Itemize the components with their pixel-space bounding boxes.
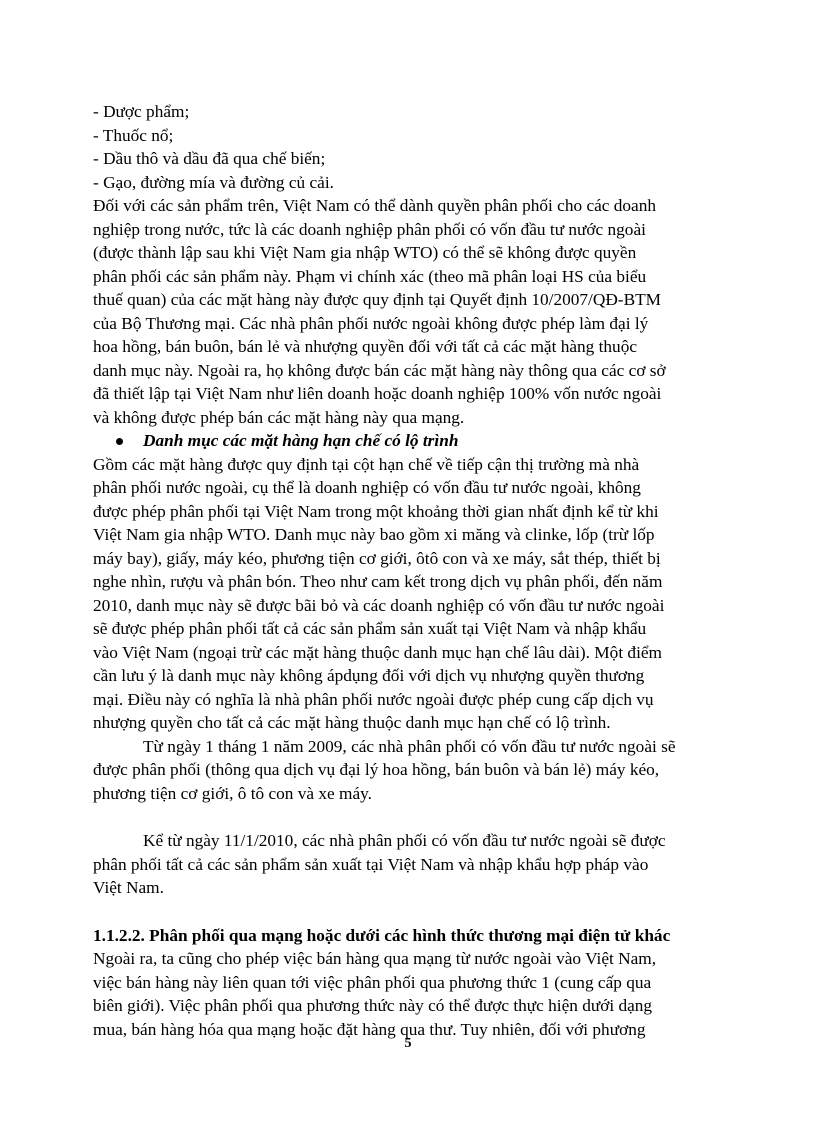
- text-line: biên giới). Việc phân phối qua phương thức này có thể được thực hiện dưới dạng: [93, 996, 653, 1015]
- text-line: của Bộ Thương mại. Các nhà phân phối nước ngoài không được phép làm đại lý: [93, 313, 649, 333]
- text-line: cần lưu ý là danh mục này không ápdụng đối với dịch vụ nhượng quyền thương: [93, 666, 645, 685]
- text-line: nghe nhìn, rượu và phân bón. Theo như cam kết trong dịch vụ phân phối, đến năm: [93, 572, 663, 591]
- text-line: Việt Nam gia nhập WTO. Danh mục này bao gồm xi măng và clinke, lốp (trừ lốp: [93, 525, 655, 544]
- paragraph-roadmap-goods: [93, 453, 733, 735]
- text-line: vào Việt Nam (ngoại trừ các mặt hàng thuộc danh mục hạn chế lâu dài). Một điểm: [93, 642, 662, 662]
- text-line: 2010, danh mục này sẽ được bãi bỏ và các doanh nghiệp có vốn đầu tư nước ngoài: [93, 595, 665, 615]
- text-line: Ngoài ra, ta cũng cho phép việc bán hàng qua mạng từ nước ngoài vào Việt Nam,: [93, 949, 657, 968]
- text-line: phương tiện cơ giới, ô tô con và xe máy.: [93, 783, 372, 803]
- section-heading: 1.1.2.2. Phân phối qua mạng hoặc dưới các hình thức thương mại điện tử khác: [93, 925, 671, 945]
- paragraph-distribution-rights: [93, 194, 733, 429]
- text-line: được phép phân phối tại Việt Nam trong một khoảng thời gian nhất định kể từ khi: [93, 501, 659, 521]
- text-line: hoa hồng, bán buôn, bán lẻ và nhượng quyền đối với tất cả các mặt hàng thuộc: [93, 337, 638, 356]
- text-line: Từ ngày 1 tháng 1 năm 2009, các nhà phân phối có vốn đầu tư nước ngoài sẽ: [143, 736, 676, 756]
- text-line: Việt Nam.: [93, 878, 164, 897]
- text-line: Kể từ ngày 11/1/2010, các nhà phân phối có vốn đầu tư nước ngoài sẽ được: [143, 831, 666, 850]
- text-line: Đối với các sản phẩm trên, Việt Nam có thể dành quyền phân phối cho các doanh: [93, 196, 657, 215]
- page-number: 5: [404, 1036, 412, 1051]
- text-line: được phân phối (thông qua dịch vụ đại lý hoa hồng, bán buôn và bán lẻ) máy kéo,: [93, 760, 660, 779]
- paragraph-2010: [93, 829, 733, 900]
- text-line: nghiệp trong nước, tức là các doanh nghiệp phân phối có vốn đầu tư nước ngoài: [93, 219, 646, 239]
- document-page: [93, 100, 733, 1041]
- list-item: - Gạo, đường mía và đường củ cải.: [93, 172, 334, 192]
- list-item: - Dược phẩm;: [93, 102, 190, 121]
- text-line: (được thành lập sau khi Việt Nam gia nhập WTO) có thể sẽ không được quyền: [93, 243, 637, 262]
- text-line: danh mục này. Ngoài ra, họ không được bán các mặt hàng này thông qua các cơ sở: [93, 360, 666, 380]
- paragraph-2009: [93, 735, 733, 806]
- spacer: [93, 805, 733, 829]
- list-item: - Thuốc nổ;: [93, 125, 174, 145]
- bullet-icon: [116, 438, 123, 445]
- text-line: phân phối nước ngoài, cụ thể là doanh nghiệp có vốn đầu tư nước ngoài, không: [93, 478, 641, 497]
- text-line: mua, bán hàng hóa qua mạng hoặc đặt hàng qua thư. Tuy nhiên, đối với phương: [93, 1019, 646, 1039]
- text-line: thuế quan) của các mặt hàng này được quy định tại Quyết định 10/2007/QĐ-BTM: [93, 290, 662, 309]
- text-line: Gồm các mặt hàng được quy định tại cột hạn chế về tiếp cận thị trường mà nhà: [93, 454, 640, 474]
- text-line: phân phối các sản phẩm này. Phạm vi chính xác (theo mã phân loại HS của biểu: [93, 266, 647, 286]
- text-line: mại. Điều này có nghĩa là nhà phân phối nước ngoài được phép cung cấp dịch vụ: [93, 689, 654, 709]
- text-line: và không được phép bán các mặt hàng này qua mạng.: [93, 407, 465, 427]
- text-line: đã thiết lập tại Việt Nam như liên doanh hoặc doanh nghiệp 100% vốn nước ngoài: [93, 384, 662, 403]
- text-line: việc bán hàng này liên quan tới việc phân phối qua phương thức 1 (cung cấp qua: [93, 972, 652, 992]
- text-line: nhượng quyền cho tất cả các mặt hàng thuộc danh mục hạn chế có lộ trình.: [93, 713, 611, 732]
- text-line: sẽ được phép phân phối tất cả các sản phẩm sản xuất tại Việt Nam và nhập khẩu: [93, 619, 647, 638]
- spacer: [93, 900, 733, 924]
- text-line: máy bay), giấy, máy kéo, phương tiện cơ giới, ôtô con và xe máy, sắt thép, thiết bị: [93, 548, 661, 568]
- restricted-goods-list: [93, 100, 733, 194]
- bullet-heading: [93, 429, 733, 453]
- bullet-heading-text: Danh mục các mặt hàng hạn chế có lộ trình: [143, 431, 459, 450]
- list-item: - Dầu thô và dầu đã qua chế biến;: [93, 149, 326, 168]
- paragraph-online-distribution: [93, 947, 733, 1041]
- text-line: phân phối tất cả các sản phẩm sản xuất tại Việt Nam và nhập khẩu hợp pháp vào: [93, 854, 649, 874]
